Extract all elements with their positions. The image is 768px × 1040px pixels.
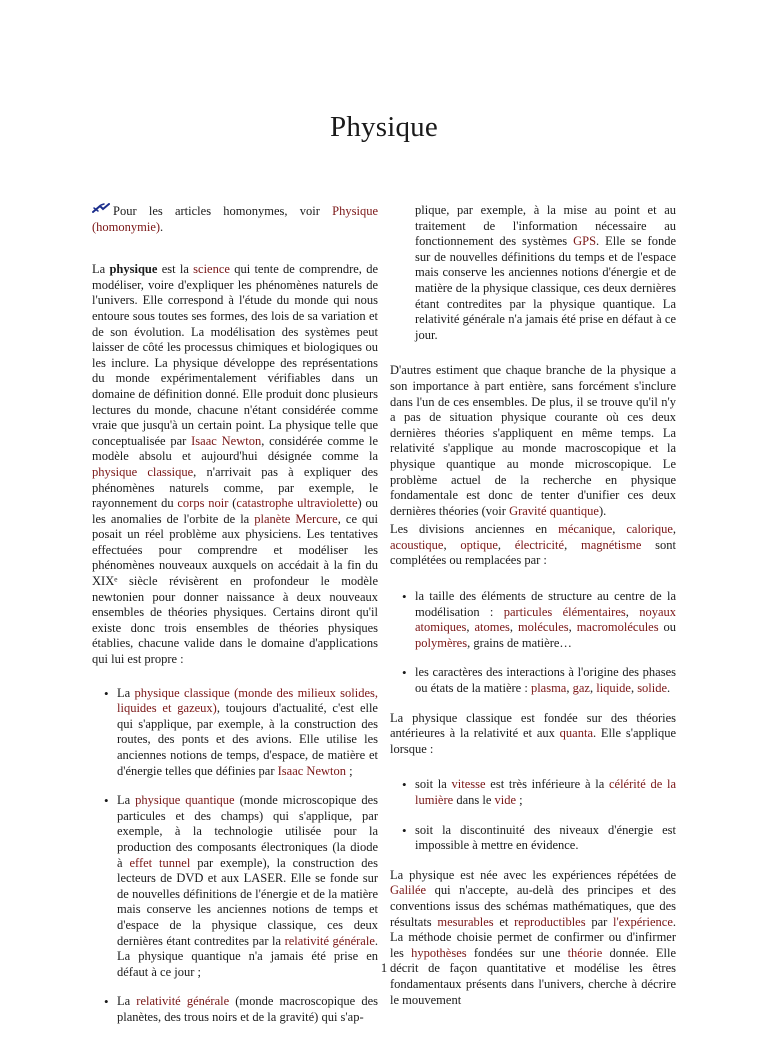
hatnote (92, 203, 378, 235)
list-item (390, 665, 676, 696)
list-item (390, 589, 676, 651)
text-run: , (443, 537, 461, 552)
birth-paragraph (390, 868, 676, 1008)
list-item (92, 686, 378, 780)
text-run: est la (157, 262, 194, 277)
inline-link[interactable]: atomes (474, 620, 510, 635)
text-run: La (117, 685, 135, 700)
page-title: Physique (330, 111, 438, 143)
disambiguation-icon (92, 203, 110, 214)
text-run: , considérée comme le modèle absolu et aujourd'hui désignée comme la (92, 433, 378, 464)
text-run: D'autres estiment que chaque branche de la physique a son importance à part entière, sans forcément s'inclure dans l'un de ces ensembles. De plus, il se trouve qu'il n'y a pas de situation physique courante où ces deux dernières théories s'appliquent en même temps. La relativité s'applique au monde macroscopique et la physique quantique au monde microscopique. Le problème actuel de la recherche en physique fondamentale est donc de tenter d'unifier ces deux dernières théories (voir (390, 363, 676, 518)
inline-link[interactable]: Galilée (390, 883, 427, 898)
text-run: plique, par exemple, à la mise au point et au traitement de l'information nécessaire au fonctionnement des systèmes (415, 203, 676, 249)
inline-link[interactable]: l'expérience (613, 914, 673, 929)
text-run: , (568, 620, 577, 635)
text-run: ). (598, 503, 607, 518)
theory-continuation (390, 203, 676, 343)
text-run: (monde macroscopique des planètes, des trous noirs et de la gravité) qui s'ap- (117, 994, 378, 1024)
text-run: par (585, 914, 614, 929)
inline-link[interactable]: Gravité quantique (509, 503, 599, 518)
inline-link[interactable]: solide (637, 681, 668, 696)
text-run: ( (228, 496, 237, 511)
list-item (92, 994, 378, 1025)
text-run: donnée. Elle décrit de façon quantitative et modélise les êtres fondamentaux présents dans l'univers, cherche à décrire le mouvement (390, 945, 676, 1007)
text-run: est très inférieure à la (485, 777, 609, 792)
text-run: et (493, 914, 515, 929)
text-run: La physique est née avec les expériences répétées de (390, 867, 676, 882)
inline-link[interactable]: polymères (415, 635, 468, 650)
inline-link[interactable]: quanta (559, 726, 593, 741)
inline-link[interactable]: mécanique (558, 522, 613, 537)
text-run: , (497, 537, 515, 552)
text-run: par exemple), la construction des lecteurs de DVD et aux LASER. Elle se fonde sur de nouvelles définitions de l'énergie et de la matière mais conserve les anciennes notions de temps et d'espace de la physique classique, ces deux dernières étant contredites par la (117, 855, 378, 948)
text-run: Les divisions anciennes en (390, 522, 559, 537)
text-run: soit la (415, 777, 452, 792)
inline-link[interactable]: électricité (514, 537, 565, 552)
text-run: La (117, 793, 136, 808)
text-run: , (672, 522, 676, 537)
inline-link[interactable]: relativité générale (136, 994, 230, 1009)
text-run: la taille des éléments de structure au centre de la modélisation : (415, 589, 676, 619)
inline-link[interactable]: liquide (596, 681, 631, 696)
inline-link[interactable]: célérité de la lumière (415, 777, 676, 807)
intro-paragraph (92, 262, 378, 667)
text-run: , (466, 620, 475, 635)
hatnote-text: Pour les articles homonymes, voir (113, 204, 333, 218)
text-run: La (117, 994, 137, 1009)
left-column (92, 203, 378, 1040)
text-run: , grains de matière… (467, 635, 572, 650)
text-run: , n'arrivait pas à expliquer des phénomènes naturels comme, par exemple, le rayonnement du (92, 464, 378, 511)
inline-link[interactable]: vitesse (451, 777, 486, 792)
inline-link[interactable]: reproductibles (514, 914, 586, 929)
inline-link[interactable]: particules élémentaires (503, 604, 626, 619)
divisions-paragraph (390, 522, 676, 569)
text-run: les caractères des interactions à l'origine des phases ou états de la matière : (415, 665, 676, 696)
text-run: . La physique quantique n'a jamais été prise en défaut à ce jour ; (117, 933, 379, 979)
inline-link[interactable]: magnétisme (580, 537, 642, 552)
text-run: . (667, 681, 671, 696)
text-run: . La méthode choisie permet de confirmer ou d'infirmer les (390, 914, 676, 960)
inline-link[interactable]: molécules (517, 620, 569, 635)
inline-link[interactable]: physique quantique (135, 793, 235, 808)
inline-link[interactable]: relativité générale (284, 933, 375, 948)
inline-link[interactable]: gaz (572, 681, 590, 696)
inline-link[interactable]: macromolécules (576, 620, 659, 635)
bold-term: physique (109, 262, 158, 277)
inline-link[interactable]: Isaac Newton (191, 433, 262, 448)
list-item (390, 823, 676, 854)
text-run: , (564, 537, 581, 552)
inline-link[interactable]: physique classique (monde des milieux solides, liquides et gazeux) (117, 685, 378, 716)
text-run: , ce qui posait un réel problème aux physiciens. Les tentatives effectuées pour comprendre et modéliser les phénomènes nouveaux auxquels on accédait à la fin du XIXᵉ siècle révisèrent en profondeur le modèle newtonien pour donner naissance à deux nouveaux ensembles de théories physiques. Certains diront qu'il existe donc trois ensembles de théories physiques établies, chacune valide dans le domaine d'applications qui lui est propre : (92, 511, 378, 667)
text-run: ; (346, 763, 353, 778)
text-run: (monde microscopique des particules et des champs) qui s'applique, par exemple, à la technologie utilisée pour la production des composants électroniques (la diode à (117, 793, 378, 870)
text-run: ) ou les anomalies de l'orbite de la (92, 496, 378, 526)
hatnote-link[interactable]: Physique (homonymie) (92, 204, 378, 234)
text-run: , (589, 681, 597, 696)
inline-link[interactable]: noyaux atomiques (415, 604, 676, 635)
inline-link[interactable]: Isaac Newton (277, 763, 347, 778)
text-run: , (630, 681, 638, 696)
inline-link[interactable]: optique (460, 537, 498, 552)
inline-link[interactable]: vide (494, 793, 517, 807)
text-run: , (566, 681, 573, 696)
text-run: , toujours d'actualité, c'est elle qui s'applique, par exemple, à la construction des routes, des ponts et des avions. Elle utilise les anciennes notions de temps, d'espace, de matière et d'énergie telles que définies par (117, 701, 378, 778)
list-item (92, 793, 378, 980)
text-run: dans le (453, 793, 495, 807)
text-run: sont complétées ou remplacées par : (390, 537, 676, 568)
inline-link[interactable]: catastrophe ultraviolette (236, 496, 358, 511)
text-run: . Elle se fonde sur de nouvelles définitions du temps et de l'espace mais conserve les anciennes notions d'énergie et de matière de la physique classique, ces deux dernières étant contredites par la physique quantique. La relativité générale n'a jamais été prise en défaut à ce jour. (415, 234, 676, 342)
right-column (390, 203, 676, 1008)
conditions-list (390, 777, 676, 853)
text-run: soit la discontinuité des niveaux d'énergie est impossible à mettre en évidence. (415, 822, 676, 853)
inline-link[interactable]: science (193, 262, 230, 277)
text-run: , (625, 604, 640, 619)
page-number: 1 (380, 960, 388, 975)
text-run: La physique classique est fondée sur des théories antérieures à la relativité et aux (390, 710, 676, 741)
replacement-list (390, 589, 676, 697)
text-run: , (612, 522, 627, 537)
inline-link[interactable]: GPS (573, 234, 597, 249)
text-run: , (509, 620, 518, 635)
inline-link[interactable]: plasma (530, 681, 567, 696)
text-run: fondées sur une (466, 945, 568, 960)
list-item (390, 777, 676, 808)
inline-link[interactable]: effet tunnel (129, 855, 191, 870)
inline-link[interactable]: théorie (567, 945, 603, 960)
text-run: qui n'accepte, au-delà des principes et des conventions issus des schémas mathématiques, que des résultats (390, 883, 676, 929)
inline-link[interactable]: mesurables (437, 914, 494, 929)
text-run: ou (658, 620, 677, 635)
unification-paragraph (390, 363, 676, 519)
inline-link[interactable]: planète Mercure (254, 511, 338, 526)
inline-link[interactable]: physique classique (92, 464, 194, 479)
text-run: ; (516, 793, 523, 807)
hatnote-end: . (160, 219, 164, 234)
inline-link[interactable]: corps noir (177, 496, 229, 511)
inline-link[interactable]: acoustique (390, 537, 444, 552)
text-run: qui tente de comprendre, de modéliser, voire d'expliquer les phénomènes naturels de l'univers. Elle correspond à l'étude du monde qui nous entoure sous toutes ses formes, des lois de sa variation et de son évolution. La modélisation des systèmes peut laisser de côté les processus chimiques et biologiques ou les inclure. La physique développe des représentations du monde expérimentalement vérifiables dans un domaine de définition donné. Elle produit donc plusieurs lectures du monde, chacune n'étant considérée comme vraie que jusqu'à un certain point. La physique telle que conceptualisée par (92, 262, 378, 448)
classical-paragraph (390, 711, 676, 758)
inline-link[interactable]: calorique (626, 522, 673, 537)
text-run: La (92, 262, 110, 277)
inline-link[interactable]: hypothèses (411, 945, 467, 960)
text-run: . Elle s'applique lorsque : (390, 726, 677, 756)
